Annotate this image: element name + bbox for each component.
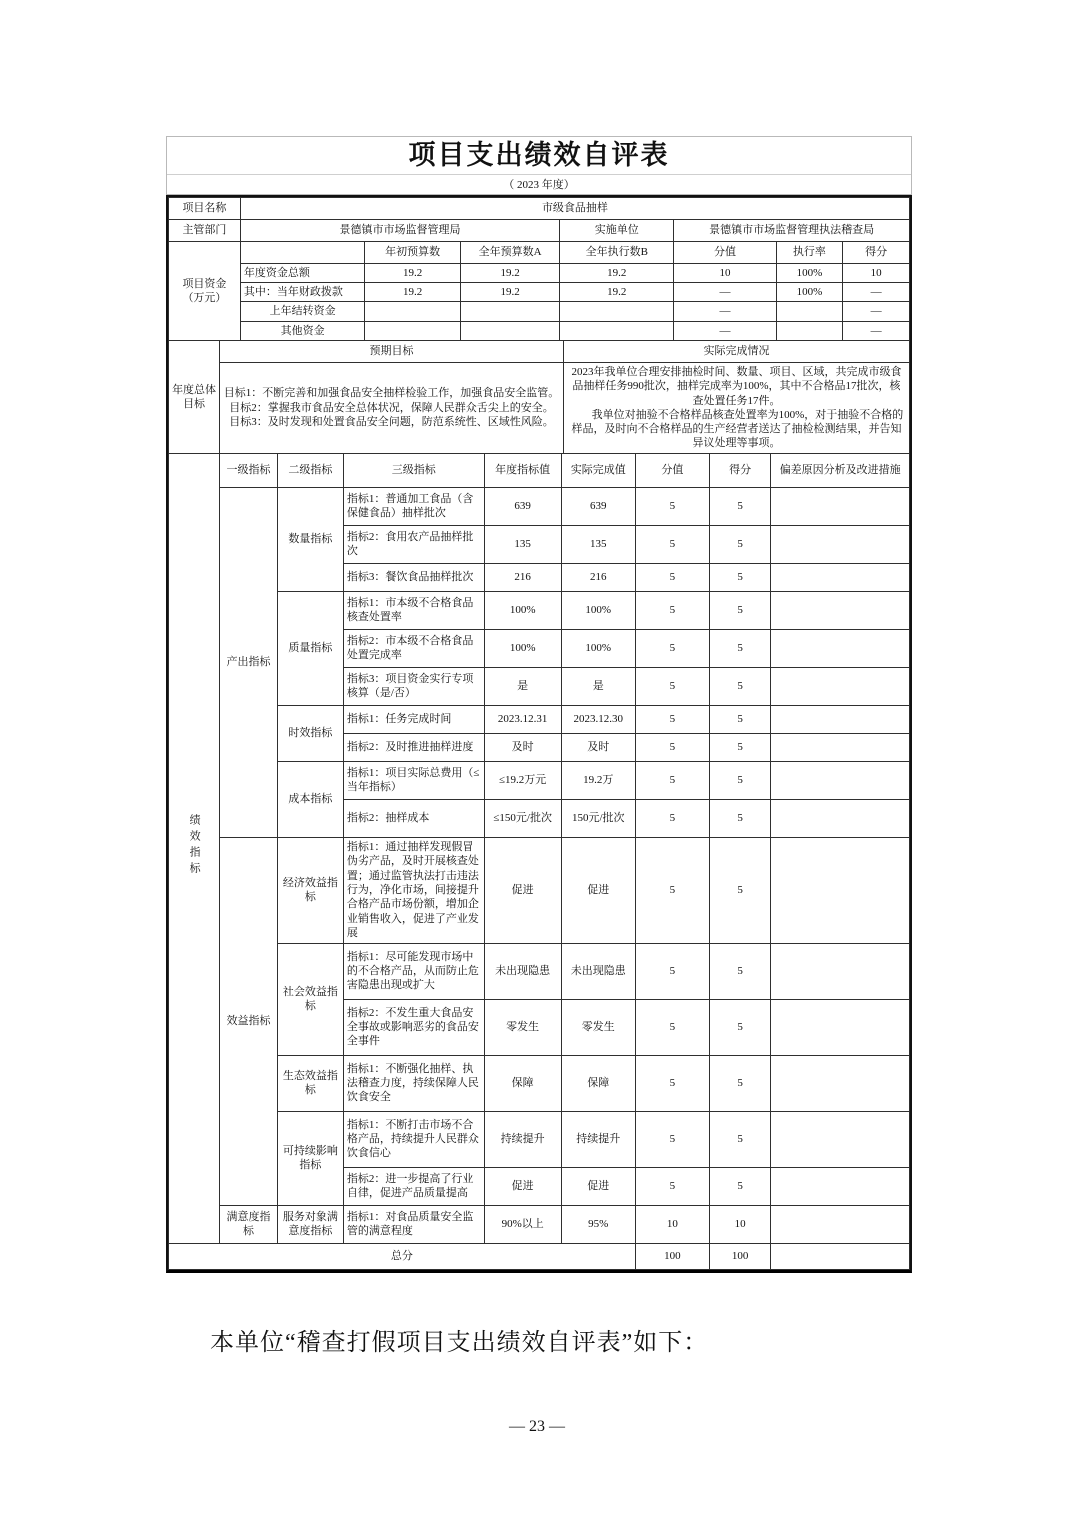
level3-indicator: 指标1：尽可能发现市场中的不合格产品，从而防止危害隐患出现或扩大 — [343, 943, 484, 999]
score-value: 5 — [709, 799, 771, 837]
points-value: 5 — [635, 1055, 709, 1111]
indicator-row — [169, 1055, 910, 1111]
points-value: 5 — [635, 837, 709, 943]
expected-goals-cell — [220, 362, 564, 453]
funds-cell: — — [843, 283, 910, 302]
level2-service-satisfaction: 服务对象满意度指标 — [277, 1205, 343, 1243]
deviation-cell — [771, 1167, 910, 1205]
actual-value: 100% — [561, 591, 635, 629]
deviation-cell — [771, 487, 910, 525]
project-name-label: 项目名称 — [169, 197, 241, 219]
level3-indicator: 指标2：食用农产品抽样批次 — [343, 525, 484, 563]
target-value: ≤150元/批次 — [484, 799, 561, 837]
score-value: 5 — [709, 837, 771, 943]
actual-value: 零发生 — [561, 999, 635, 1055]
level3-indicator: 指标1：普通加工食品（含保健食品）抽样批次 — [343, 487, 484, 525]
score-value: 5 — [709, 705, 771, 733]
actual-value: 持续提升 — [561, 1111, 635, 1167]
funds-cell: 19.2 — [460, 263, 559, 282]
expected-goals-header: 预期目标 — [220, 340, 564, 362]
target-value: 零发生 — [484, 999, 561, 1055]
actual-value: 是 — [561, 667, 635, 705]
evaluation-sheet — [166, 136, 912, 1273]
implementing-unit-value: 景德镇市市场监督管理执法稽查局 — [674, 219, 910, 241]
funds-sublabel-header-empty — [240, 241, 364, 263]
deviation-cell — [771, 1111, 910, 1167]
performance-side-label: 绩效指标 — [188, 814, 201, 879]
deviation-cell — [771, 1243, 910, 1269]
points-value: 10 — [635, 1205, 709, 1243]
level3-indicator: 指标1：对食品质量安全监管的满意程度 — [343, 1205, 484, 1243]
target-value: 促进 — [484, 1167, 561, 1205]
indicator-row — [169, 837, 910, 943]
funds-row-carryover — [169, 302, 910, 321]
deviation-cell — [771, 837, 910, 943]
funds-header: 执行率 — [776, 241, 843, 263]
deviation-cell — [771, 525, 910, 563]
performance-indicators-table — [168, 453, 910, 1270]
level3-indicator: 指标3：餐饮食品抽样批次 — [343, 563, 484, 591]
level3-indicator: 指标1：市本级不合格食品核查处置率 — [343, 591, 484, 629]
target-value: ≤19.2万元 — [484, 761, 561, 799]
project-name-row — [169, 197, 910, 219]
performance-side-label-cell — [169, 453, 220, 1243]
actual-value: 639 — [561, 487, 635, 525]
deviation-cell — [771, 1205, 910, 1243]
funds-row-total — [169, 263, 910, 282]
deviation-cell — [771, 943, 910, 999]
level2-sustainability: 可持续影响指标 — [277, 1111, 343, 1205]
target-value: 2023.12.31 — [484, 705, 561, 733]
funds-cell: — — [674, 302, 776, 321]
department-row — [169, 219, 910, 241]
points-value: 5 — [635, 999, 709, 1055]
indicator-row — [169, 591, 910, 629]
funds-cell — [776, 321, 843, 340]
score-value: 5 — [709, 667, 771, 705]
funds-header: 分值 — [674, 241, 776, 263]
points-value: 5 — [635, 799, 709, 837]
level3-indicator: 指标2：不发生重大食品安全事故或影响恶劣的食品安全事件 — [343, 999, 484, 1055]
points-value: 5 — [635, 525, 709, 563]
score-value: 5 — [709, 563, 771, 591]
funds-cell: 100% — [776, 283, 843, 302]
level3-indicator: 指标2：进一步提高了行业自律，促进产品质量提高 — [343, 1167, 484, 1205]
actual-value: 促进 — [561, 837, 635, 943]
level3-indicator: 指标3：项目资金实行专项核算（是/否） — [343, 667, 484, 705]
target-value: 及时 — [484, 733, 561, 761]
indicator-row — [169, 761, 910, 799]
funds-cell: — — [674, 321, 776, 340]
points-value: 5 — [635, 733, 709, 761]
actual-value: 150元/批次 — [561, 799, 635, 837]
points-value: 5 — [635, 591, 709, 629]
actual-value: 100% — [561, 629, 635, 667]
annual-goals-table — [168, 340, 910, 454]
level3-indicator: 指标1：任务完成时间 — [343, 705, 484, 733]
funds-row-label: 年度资金总额 — [240, 263, 364, 282]
score-value: 5 — [709, 487, 771, 525]
score-value: 5 — [709, 943, 771, 999]
level3-indicator: 指标1：不断打击市场不合格产品，持续提升人民群众饮食信心 — [343, 1111, 484, 1167]
level1-output: 产出指标 — [220, 487, 278, 837]
actual-value: 95% — [561, 1205, 635, 1243]
actual-value: 19.2万 — [561, 761, 635, 799]
target-value: 100% — [484, 629, 561, 667]
score-value: 10 — [709, 1205, 771, 1243]
actual-value: 保障 — [561, 1055, 635, 1111]
actual-value: 216 — [561, 563, 635, 591]
project-funds-table — [168, 241, 910, 341]
deviation-cell — [771, 761, 910, 799]
actual-paragraph-2: 我单位对抽验不合格样品核查处置率为100%，对于抽验不合格的样品，及时向不合格样品的生产经营者送达了抽检检测结果，并告知异议处理等事项。 — [571, 408, 904, 450]
goals-header-row — [169, 340, 910, 362]
indicators-header: 年度指标值 — [484, 453, 561, 487]
indicator-row — [169, 1205, 910, 1243]
level1-benefit: 效益指标 — [220, 837, 278, 1205]
level2-timeliness: 时效指标 — [277, 705, 343, 761]
indicator-row — [169, 1111, 910, 1167]
score-value: 5 — [709, 733, 771, 761]
main-table — [166, 195, 912, 1273]
level2-quality: 质量指标 — [277, 591, 343, 705]
department-value: 景德镇市市场监督管理局 — [240, 219, 559, 241]
deviation-cell — [771, 999, 910, 1055]
funds-header: 得分 — [843, 241, 910, 263]
points-value: 5 — [635, 943, 709, 999]
funds-section-label: 项目资金（万元） — [169, 241, 241, 340]
funds-row-other — [169, 321, 910, 340]
deviation-cell — [771, 591, 910, 629]
indicator-row — [169, 943, 910, 999]
score-value: 5 — [709, 1055, 771, 1111]
funds-cell: 100% — [776, 263, 843, 282]
deviation-cell — [771, 629, 910, 667]
funds-row-label: 其他资金 — [240, 321, 364, 340]
target-value: 90%以上 — [484, 1205, 561, 1243]
total-score-label: 总分 — [169, 1243, 636, 1269]
level2-social: 社会效益指标 — [277, 943, 343, 1055]
funds-header: 全年预算数A — [460, 241, 559, 263]
score-value: 5 — [709, 1111, 771, 1167]
target-value: 216 — [484, 563, 561, 591]
title-block — [166, 136, 912, 195]
page-number: — 23 — — [509, 1418, 565, 1435]
goal-line-1: 目标1：不断完善和加强食品安全抽样检验工作，加强食品安全监管。 — [223, 387, 560, 400]
actual-value: 2023.12.30 — [561, 705, 635, 733]
level2-quantity: 数量指标 — [277, 487, 343, 591]
actual-value: 及时 — [561, 733, 635, 761]
funds-cell: 19.2 — [365, 283, 461, 302]
indicators-header-row — [169, 453, 910, 487]
actual-value: 135 — [561, 525, 635, 563]
funds-cell — [365, 302, 461, 321]
actual-completion-header: 实际完成情况 — [563, 340, 909, 362]
funds-cell: 19.2 — [365, 263, 461, 282]
points-value: 5 — [635, 629, 709, 667]
points-value: 5 — [635, 705, 709, 733]
funds-cell: 19.2 — [460, 283, 559, 302]
level3-indicator: 指标1：不断强化抽样、执法稽查力度，持续保障人民饮食安全 — [343, 1055, 484, 1111]
points-value: 5 — [635, 1111, 709, 1167]
funds-header: 全年执行数B — [560, 241, 674, 263]
actual-completion-cell — [563, 362, 909, 453]
level2-ecological: 生态效益指标 — [277, 1055, 343, 1111]
funds-header: 年初预算数 — [365, 241, 461, 263]
goals-content-row — [169, 362, 910, 453]
deviation-cell — [771, 563, 910, 591]
indicators-header: 一级指标 — [220, 453, 278, 487]
actual-value: 未出现隐患 — [561, 943, 635, 999]
goals-section-label: 年度总体目标 — [169, 340, 220, 453]
department-label: 主管部门 — [169, 219, 241, 241]
closing-note: 本单位“稽查打假项目支出绩效自评表”如下： — [210, 1330, 709, 1356]
funds-cell — [560, 321, 674, 340]
indicators-header: 三级指标 — [343, 453, 484, 487]
funds-header-row — [169, 241, 910, 263]
target-value: 639 — [484, 487, 561, 525]
indicators-header: 实际完成值 — [561, 453, 635, 487]
indicators-header: 分值 — [635, 453, 709, 487]
points-value: 5 — [635, 761, 709, 799]
actual-paragraph-1: 2023年我单位合理安排抽检时间、数量、项目、区域，共完成市级食品抽样任务990批次，抽样完成率为100%，其中不合格品17批次，核查处置任务17件。 — [571, 365, 902, 407]
goal-line-2: 目标2：掌握我市食品安全总体状况，保障人民群众舌尖上的安全。 — [229, 401, 554, 414]
target-value: 是 — [484, 667, 561, 705]
score-value: 5 — [709, 525, 771, 563]
funds-cell: 10 — [843, 263, 910, 282]
score-value: 5 — [709, 761, 771, 799]
total-score-value: 100 — [709, 1243, 771, 1269]
deviation-cell — [771, 705, 910, 733]
basic-info-table — [168, 197, 910, 242]
indicator-row — [169, 487, 910, 525]
funds-cell: 19.2 — [560, 283, 674, 302]
funds-cell — [460, 302, 559, 321]
deviation-cell — [771, 1055, 910, 1111]
target-value: 135 — [484, 525, 561, 563]
document-title: 项目支出绩效自评表 — [167, 137, 911, 175]
score-value: 5 — [709, 591, 771, 629]
points-value: 5 — [635, 1167, 709, 1205]
goal-line-3: 目标3：及时发现和处置食品安全问题，防范系统性、区域性风险。 — [229, 415, 554, 428]
target-value: 100% — [484, 591, 561, 629]
level3-indicator: 指标2：抽样成本 — [343, 799, 484, 837]
deviation-cell — [771, 667, 910, 705]
target-value: 未出现隐患 — [484, 943, 561, 999]
points-value: 5 — [635, 487, 709, 525]
document-subtitle: （ 2023 年度） — [503, 178, 575, 191]
deviation-cell — [771, 799, 910, 837]
funds-row-label: 上年结转资金 — [240, 302, 364, 321]
project-name-value: 市级食品抽样 — [240, 197, 909, 219]
level1-satisfaction: 满意度指标 — [220, 1205, 278, 1243]
total-points-value: 100 — [635, 1243, 709, 1269]
level2-economic: 经济效益指标 — [277, 837, 343, 943]
points-value: 5 — [635, 563, 709, 591]
funds-cell: — — [843, 302, 910, 321]
score-value: 5 — [709, 1167, 771, 1205]
points-value: 5 — [635, 667, 709, 705]
funds-cell — [560, 302, 674, 321]
target-value: 持续提升 — [484, 1111, 561, 1167]
implementing-unit-label: 实施单位 — [560, 219, 674, 241]
indicator-row — [169, 705, 910, 733]
level3-indicator: 指标2：市本级不合格食品处置完成率 — [343, 629, 484, 667]
funds-cell: — — [674, 283, 776, 302]
score-value: 5 — [709, 629, 771, 667]
target-value: 促进 — [484, 837, 561, 943]
target-value: 保障 — [484, 1055, 561, 1111]
deviation-cell — [771, 733, 910, 761]
level2-cost: 成本指标 — [277, 761, 343, 837]
total-score-row — [169, 1243, 910, 1269]
level3-indicator: 指标2：及时推进抽样进度 — [343, 733, 484, 761]
funds-cell: 10 — [674, 263, 776, 282]
funds-cell — [776, 302, 843, 321]
funds-cell — [460, 321, 559, 340]
funds-row-label: 其中：当年财政拨款 — [240, 283, 364, 302]
indicators-header: 二级指标 — [277, 453, 343, 487]
funds-row-fiscal — [169, 283, 910, 302]
funds-cell — [365, 321, 461, 340]
level3-indicator: 指标1：项目实际总费用（≤当年指标） — [343, 761, 484, 799]
indicators-header: 偏差原因分析及改进措施 — [771, 453, 910, 487]
level3-indicator: 指标1：通过抽样发现假冒伪劣产品，及时开展核查处置；通过监管执法打击违法行为，净化市场，间接提升合格产品市场份额，增加企业销售收入，促进了产业发展 — [343, 837, 484, 943]
funds-cell: — — [843, 321, 910, 340]
score-value: 5 — [709, 999, 771, 1055]
indicators-header: 得分 — [709, 453, 771, 487]
actual-value: 促进 — [561, 1167, 635, 1205]
funds-cell: 19.2 — [560, 263, 674, 282]
